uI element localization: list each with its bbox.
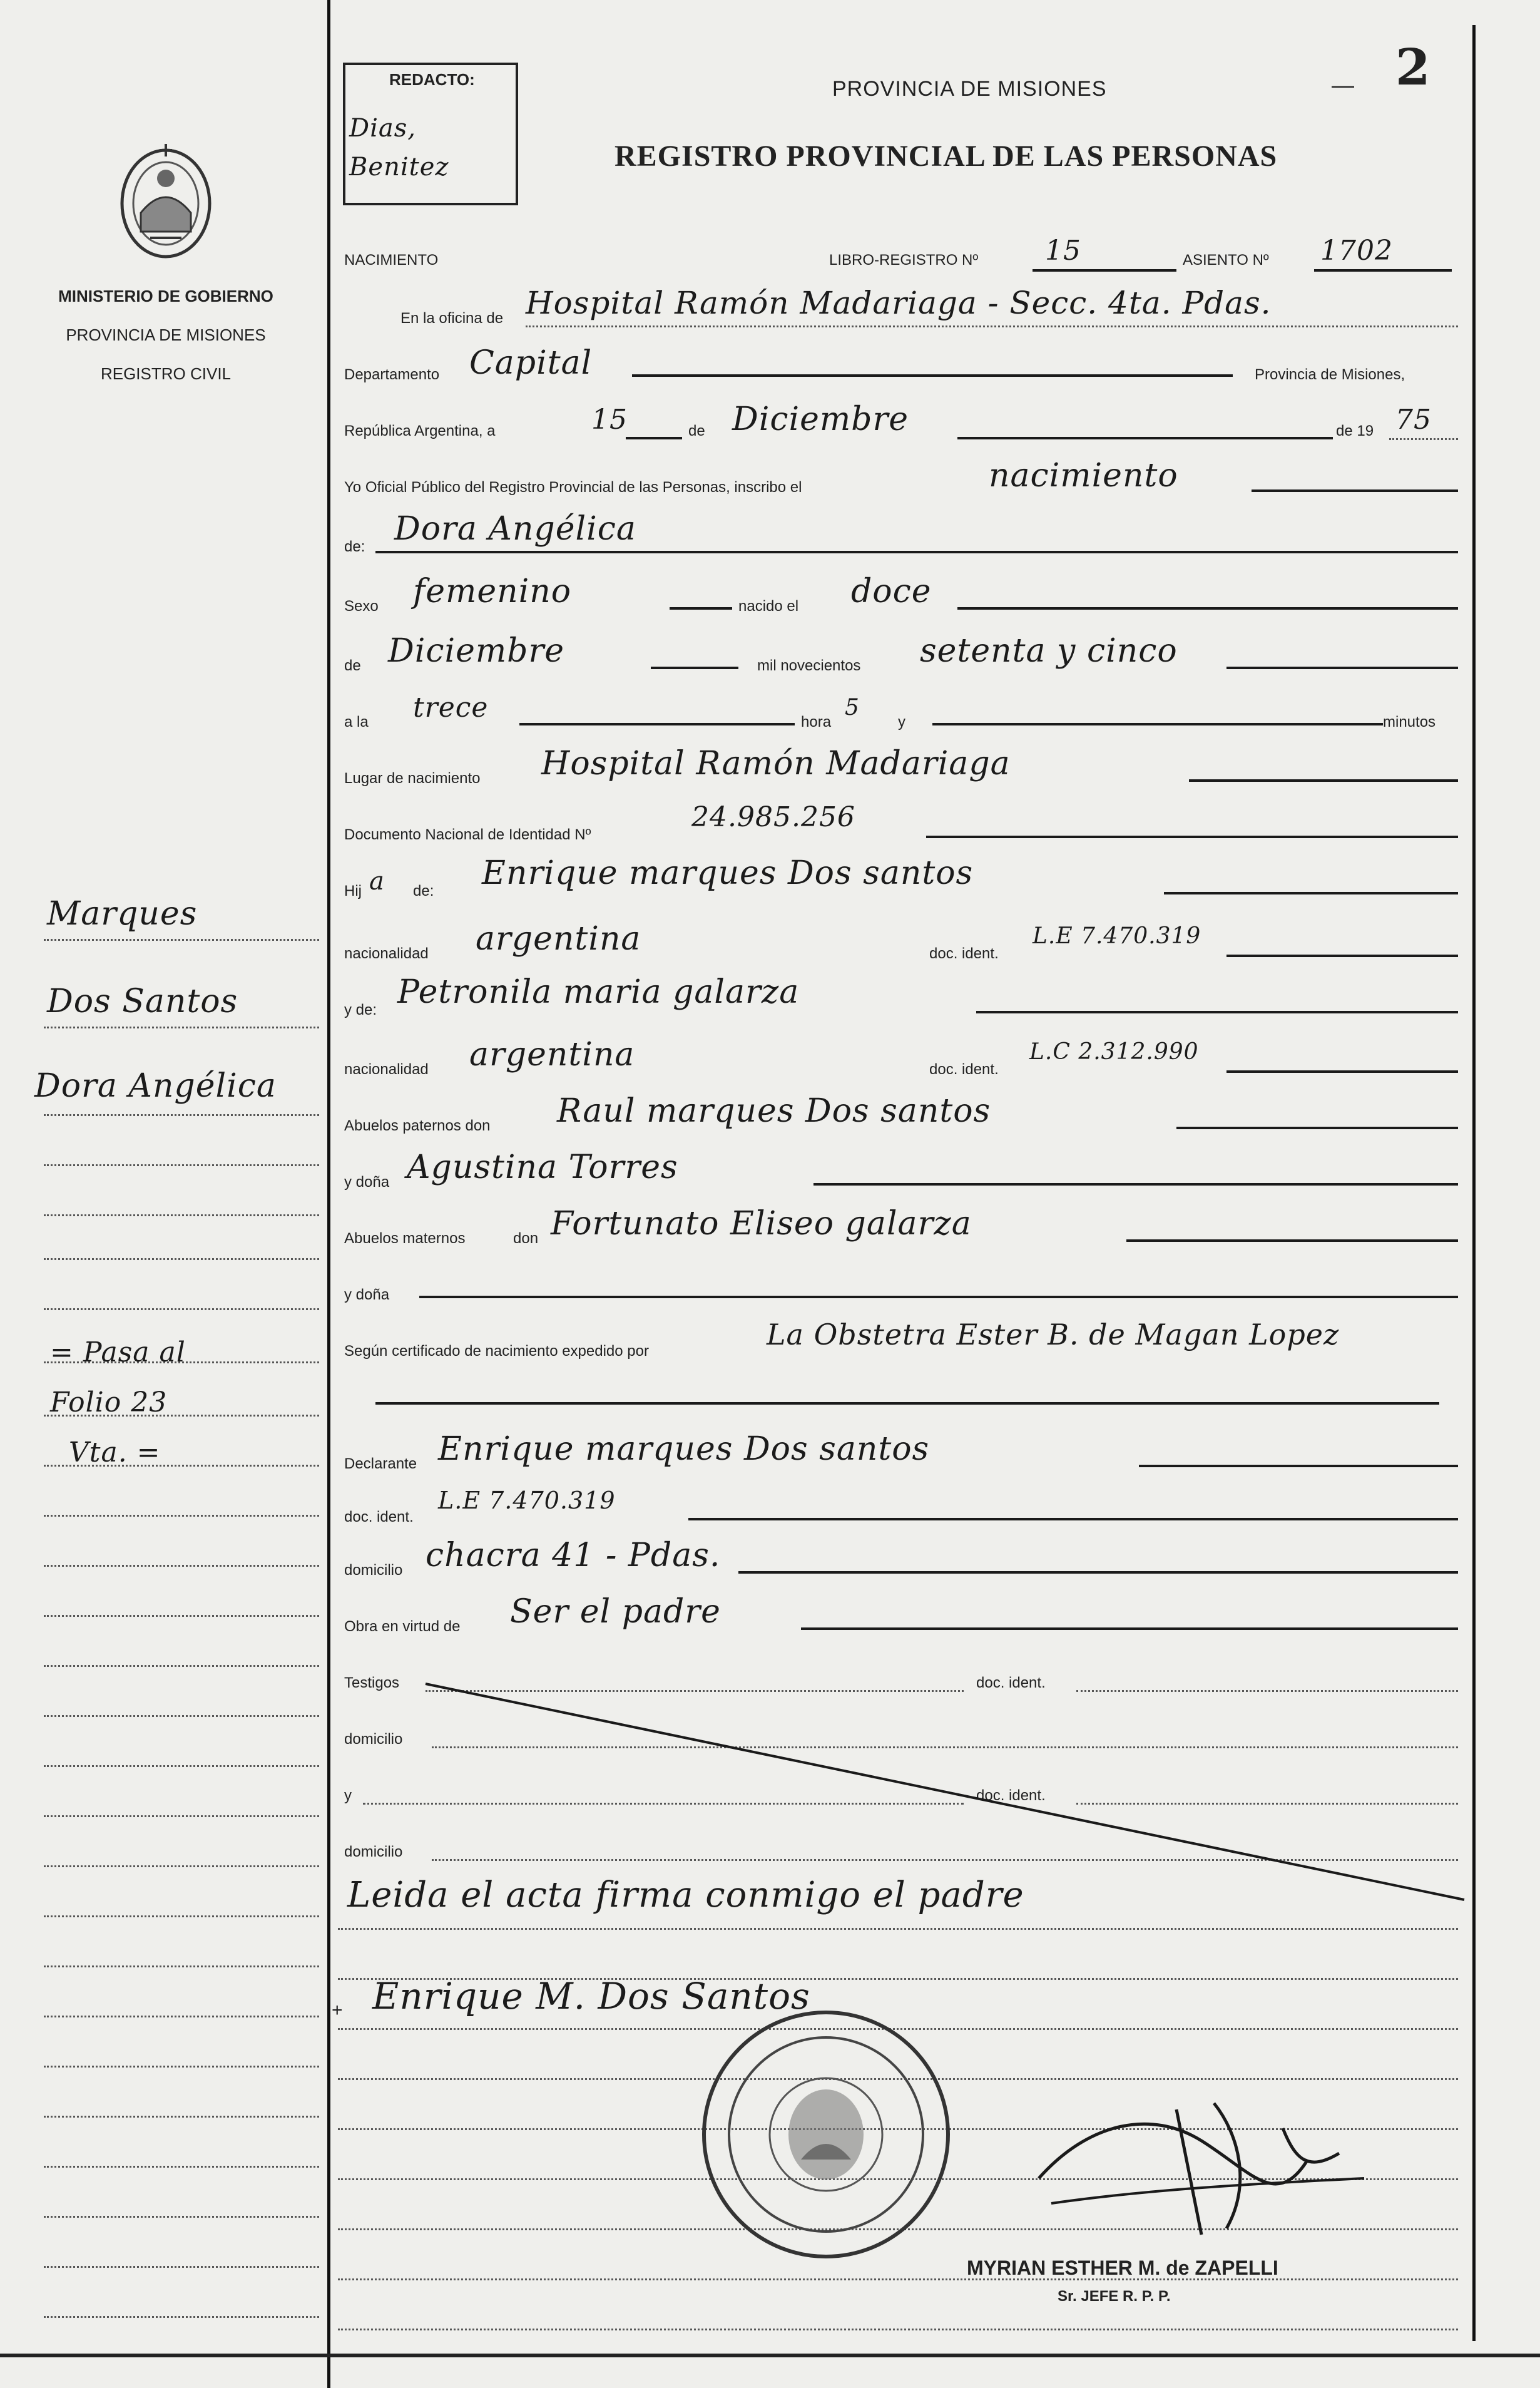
- label-y: y: [898, 714, 905, 730]
- ministry-line1: MINISTERIO DE GOBIERNO: [58, 287, 273, 305]
- margin-note-1: = Pasa al: [50, 1336, 186, 1368]
- label-libro: LIBRO-REGISTRO Nº: [829, 252, 979, 269]
- value-abuela-paterna: Agustina Torres: [407, 1149, 678, 1186]
- margin-surname-1: Marques: [47, 895, 198, 933]
- label-y-2: y: [344, 1787, 352, 1804]
- label-hijo: Hij: [344, 883, 362, 899]
- value-hijo-sufijo: a: [369, 867, 385, 896]
- father-signature: Enrique M. Dos Santos: [372, 1975, 810, 2017]
- value-dia: 15: [591, 404, 628, 436]
- value-inscribo: nacimiento: [989, 457, 1178, 495]
- value-mes-nac: Diciembre: [388, 632, 565, 670]
- page-number-dash: —: [1332, 72, 1354, 98]
- value-certificado: La Obstetra Ester B. de Magan Lopez: [767, 1318, 1340, 1351]
- value-hora-n: 5: [845, 695, 860, 720]
- label-de-19: de 19: [1336, 423, 1374, 439]
- value-asiento: 1702: [1320, 235, 1393, 267]
- value-madre: Petronila maria galarza: [397, 973, 800, 1011]
- value-obra: Ser el padre: [510, 1593, 721, 1631]
- label-don: don: [513, 1230, 539, 1247]
- label-de-mes-nac: de: [344, 657, 361, 674]
- label-mil-novecientos: mil novecientos: [757, 657, 861, 674]
- body-line: [338, 2329, 1458, 2330]
- label-segun: Según certificado de nacimiento expedido por: [344, 1343, 649, 1360]
- page-number: 2: [1395, 38, 1430, 96]
- label-departamento: Departamento: [344, 366, 440, 383]
- value-leida: Leida el acta firma conmigo el padre: [347, 1875, 1024, 1915]
- label-hijo-de: de:: [413, 883, 434, 899]
- label-minutos: minutos: [1383, 714, 1436, 730]
- label-y-dona-1: y doña: [344, 1174, 390, 1191]
- ministry-line3: REGISTRO CIVIL: [100, 364, 232, 383]
- label-provincia-misiones: Provincia de Misiones,: [1255, 366, 1405, 383]
- label-doc-ident-4: doc. ident.: [976, 1674, 1046, 1691]
- value-anio: 75: [1395, 404, 1432, 436]
- label-domicilio-1: domicilio: [344, 1562, 403, 1579]
- value-lugar: Hospital Ramón Madariaga: [541, 745, 1011, 782]
- value-domicilio: chacra 41 - Pdas.: [426, 1537, 721, 1574]
- label-abuelos-maternos: Abuelos maternos: [344, 1230, 466, 1247]
- label-documento: Documento Nacional de Identidad Nº: [344, 826, 591, 843]
- value-abuelo-materno: Fortunato Eliseo galarza: [551, 1205, 972, 1243]
- value-nacido: doce: [851, 573, 932, 610]
- body-line: [338, 1928, 1458, 1930]
- label-sexo: Sexo: [344, 598, 379, 615]
- label-nacionalidad-2: nacionalidad: [344, 1061, 429, 1078]
- value-sexo: femenino: [413, 573, 572, 610]
- redacto-handwriting: Dias, Benitez: [349, 114, 449, 182]
- value-oficina: Hospital Ramón Madariaga - Secc. 4ta. Pdas.: [526, 285, 1272, 321]
- label-doc-ident-2: doc. ident.: [929, 1061, 999, 1078]
- margin-surname-2: Dos Santos: [47, 983, 238, 1020]
- value-declarante: Enrique marques Dos santos: [438, 1430, 930, 1468]
- margin-given-names: Dora Angélica: [34, 1067, 277, 1105]
- label-oficina: En la oficina de: [400, 310, 504, 327]
- label-domicilio-2: domicilio: [344, 1731, 403, 1748]
- value-nombre: Dora Angélica: [394, 510, 636, 548]
- official-role: Sr. JEFE R. P. P.: [1058, 2288, 1171, 2305]
- label-republica: República Argentina, a: [344, 423, 496, 439]
- value-doc-madre: L.C 2.312.990: [1029, 1039, 1199, 1065]
- label-yo-oficial: Yo Oficial Público del Registro Provincial de las Personas, inscribo el: [344, 479, 802, 496]
- header-title: REGISTRO PROVINCIAL DE LAS PERSONAS: [614, 140, 1278, 173]
- margin-note-3: Vta. =: [69, 1437, 161, 1468]
- label-hora: hora: [801, 714, 832, 730]
- label-de-mes: de: [688, 423, 705, 439]
- value-libro: 15: [1045, 235, 1081, 267]
- label-lugar: Lugar de nacimiento: [344, 770, 481, 787]
- margin-note-2: Folio 23: [50, 1386, 168, 1418]
- label-y-dona-2: y doña: [344, 1286, 390, 1303]
- value-nacionalidad-padre: argentina: [476, 920, 641, 958]
- value-padre: Enrique marques Dos santos: [482, 854, 974, 892]
- value-doc-declarante: L.E 7.470.319: [438, 1487, 616, 1514]
- value-nacionalidad-madre: argentina: [469, 1036, 635, 1074]
- plus-mark: +: [332, 2000, 343, 2021]
- label-y-de: y de:: [344, 1002, 377, 1018]
- value-abuelo-paterno: Raul marques Dos santos: [557, 1092, 991, 1130]
- label-a-la: a la: [344, 714, 369, 730]
- label-doc-ident-3: doc. ident.: [344, 1509, 414, 1525]
- label-testigos: Testigos: [344, 1674, 400, 1691]
- label-obra: Obra en virtud de: [344, 1618, 461, 1635]
- label-nacimiento: NACIMIENTO: [344, 252, 439, 269]
- value-dni: 24.985.256: [691, 801, 855, 833]
- redacto-label: REDACTO:: [389, 70, 475, 89]
- label-asiento: ASIENTO Nº: [1183, 252, 1269, 269]
- ministry-line2: PROVINCIA DE MISIONES: [66, 325, 266, 344]
- label-doc-ident-5: doc. ident.: [976, 1787, 1046, 1804]
- label-declarante: Declarante: [344, 1455, 417, 1472]
- page-bottom-edge: [0, 2354, 1540, 2357]
- registry-stamp-icon: [695, 2003, 957, 2266]
- label-de-nombre: de:: [344, 538, 365, 555]
- label-doc-ident-1: doc. ident.: [929, 945, 999, 962]
- label-abuelos-paternos: Abuelos paternos don: [344, 1117, 491, 1134]
- value-hora: trece: [413, 692, 489, 724]
- value-mes: Diciembre: [732, 401, 909, 438]
- value-anio-nac: setenta y cinco: [920, 632, 1178, 670]
- value-doc-padre: L.E 7.470.319: [1033, 923, 1201, 949]
- label-domicilio-3: domicilio: [344, 1843, 403, 1860]
- body-line: [338, 2278, 1458, 2280]
- official-signature-icon: [1014, 2084, 1389, 2247]
- label-nacionalidad-1: nacionalidad: [344, 945, 429, 962]
- header-province: PROVINCIA DE MISIONES: [832, 77, 1107, 101]
- label-nacido: nacido el: [738, 598, 799, 615]
- official-name: MYRIAN ESTHER M. de ZAPELLI: [967, 2257, 1278, 2279]
- value-departamento: Capital: [469, 344, 593, 382]
